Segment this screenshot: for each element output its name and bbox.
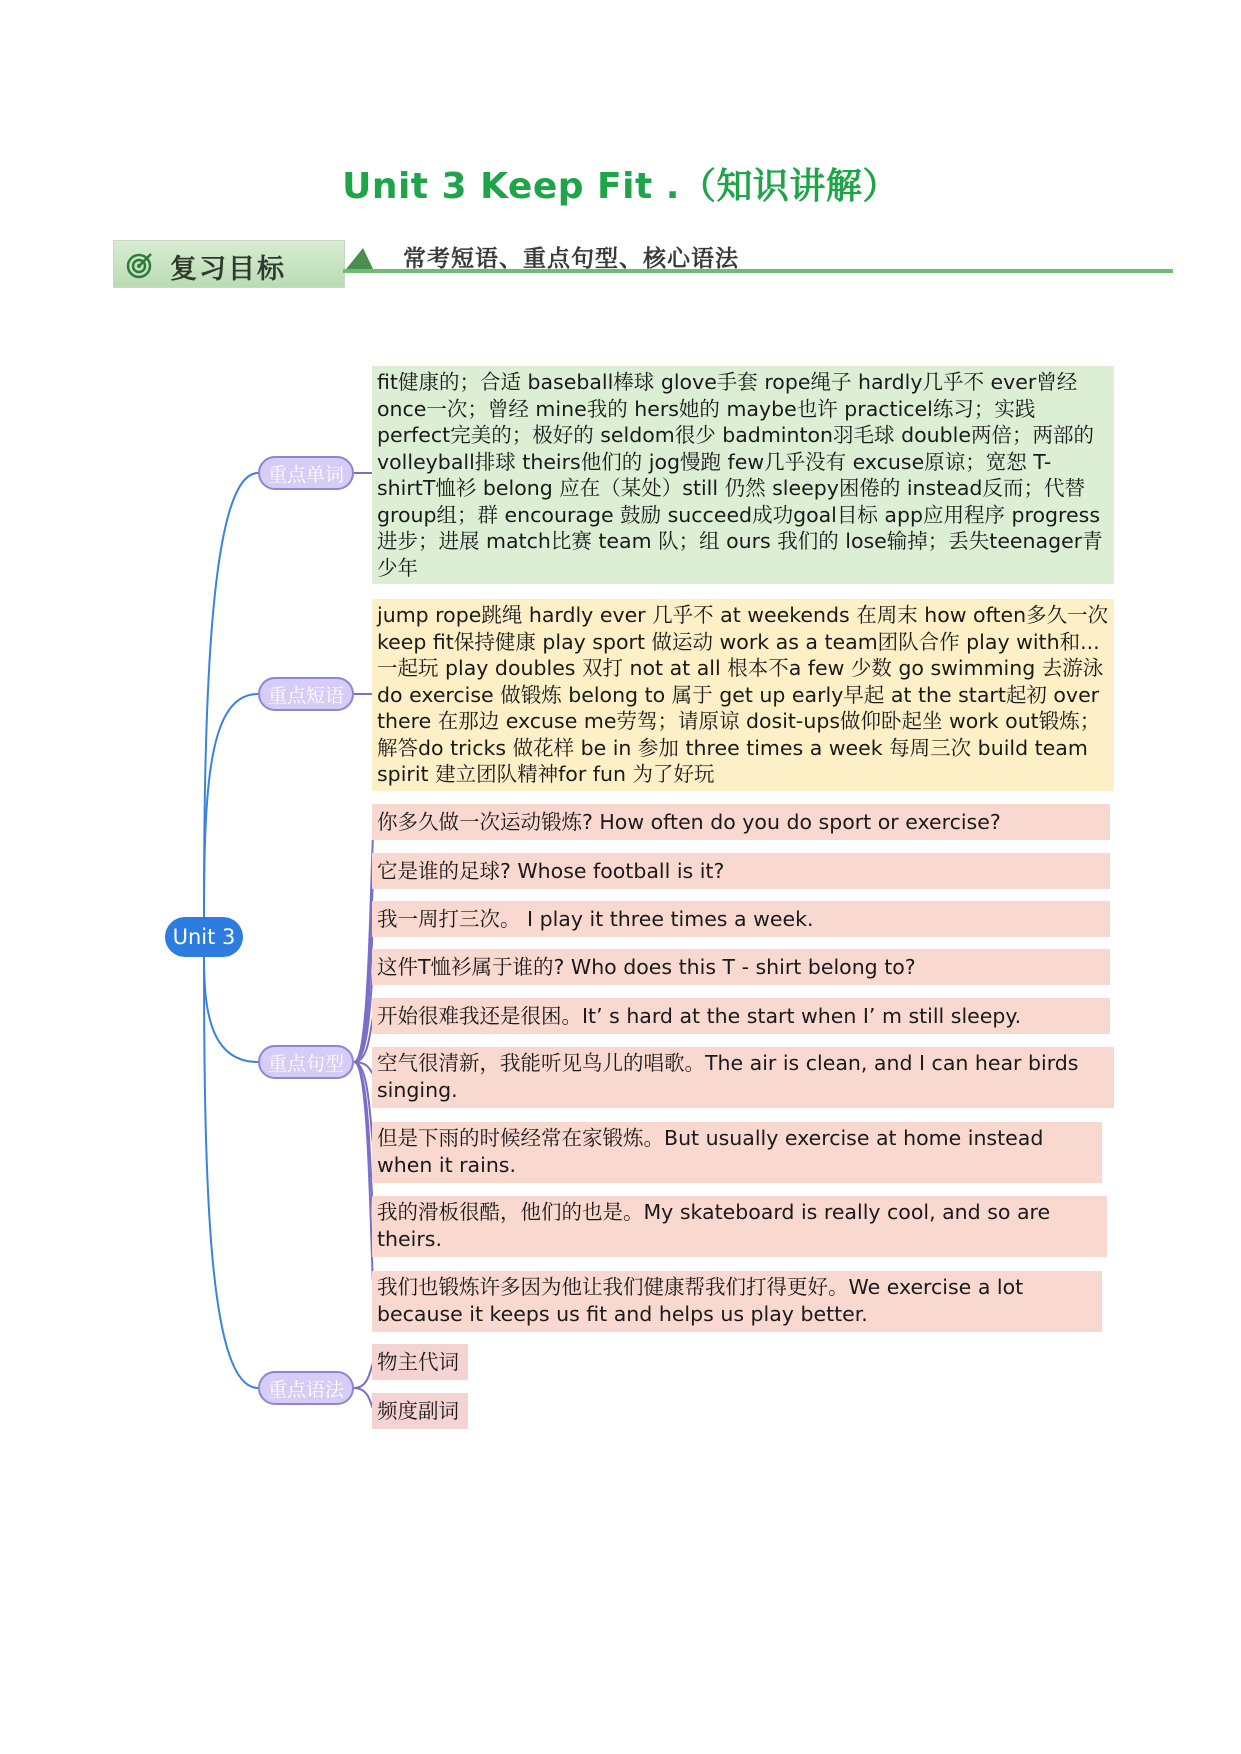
banner-label: 复习目标 (170, 254, 286, 285)
branch-key-phrases: 重点短语 (258, 677, 354, 711)
sentence-card: 空气很清新，我能听见鸟儿的唱歌。The air is clean, and I can hear birds singing. (372, 1047, 1114, 1108)
mindmap-root: Unit 3 (165, 917, 243, 957)
page-title: Unit 3 Keep Fit .（知识讲解） (342, 166, 899, 207)
branch-key-words: 重点单词 (258, 456, 354, 490)
phrases-card: jump rope跳绳 hardly ever 几乎不 at weekends 在周末 how often多久一次 keep fit保持健康 play sport 做运动 work as a team团队合作 play with和...一起玩 play doubles 双打 not at all 根本不a few 少数 go swimming 去游泳 do exercise 做锻炼 belong to 属于 get up early早起 at the start起初 over there 在那边 excuse me劳驾；请原谅 dosit-ups做仰卧起坐 work out锻炼；解答do tricks 做花样 be in 参加 three times a week 每周三次 build team spirit 建立团队精神for fun 为了好玩 (372, 599, 1114, 791)
sentence-card: 我一周打三次。 I play it three times a week. (372, 901, 1110, 937)
grammar-item: 物主代词 (372, 1344, 468, 1380)
sentence-card: 你多久做一次运动锻炼? How often do you do sport or exercise? (372, 804, 1110, 840)
branch-key-sentences: 重点句型 (258, 1045, 354, 1079)
branch-key-grammar: 重点语法 (258, 1371, 354, 1405)
sentence-card: 它是谁的足球? Whose football is it? (372, 853, 1110, 889)
sentence-card: 但是下雨的时候经常在家锻炼。But usually exercise at home instead when it rains. (372, 1122, 1102, 1183)
sentence-card: 这件T恤衫属于谁的? Who does this T - shirt belong to? (372, 949, 1110, 985)
sentence-card: 我的滑板很酷，他们的也是。My skateboard is really cool, and so are theirs. (372, 1196, 1107, 1257)
banner-subtitle: 常考短语、重点句型、核心语法 (403, 246, 739, 272)
grammar-item: 频度副词 (372, 1393, 468, 1429)
vocab-card: fit健康的；合适 baseball棒球 glove手套 rope绳子 hardly几乎不 ever曾经 once一次；曾经 mine我的 hers她的 maybe也许 practicel练习；实践 perfect完美的；极好的 seldom很少 badminton羽毛球 double两倍；两部的 volleyball排球 theirs他们的 jog慢跑 few几乎没有 excuse原谅；宽恕 T-shirtT恤衫 belong 应在（某处）still 仍然 sleepy困倦的 instead反而；代替 group组；群 encourage 鼓励 succeed成功goal目标 app应用程序 progress 进步；进展 match比赛 team 队；组 ours 我们的 lose输掉；丢失teenager青少年 (372, 366, 1114, 584)
sentence-card: 我们也锻炼许多因为他让我们健康帮我们打得更好。We exercise a lot because it keeps us fit and helps us play better. (372, 1271, 1102, 1332)
sentence-card: 开始很难我还是很困。It’ s hard at the start when I’ m still sleepy. (372, 998, 1110, 1034)
